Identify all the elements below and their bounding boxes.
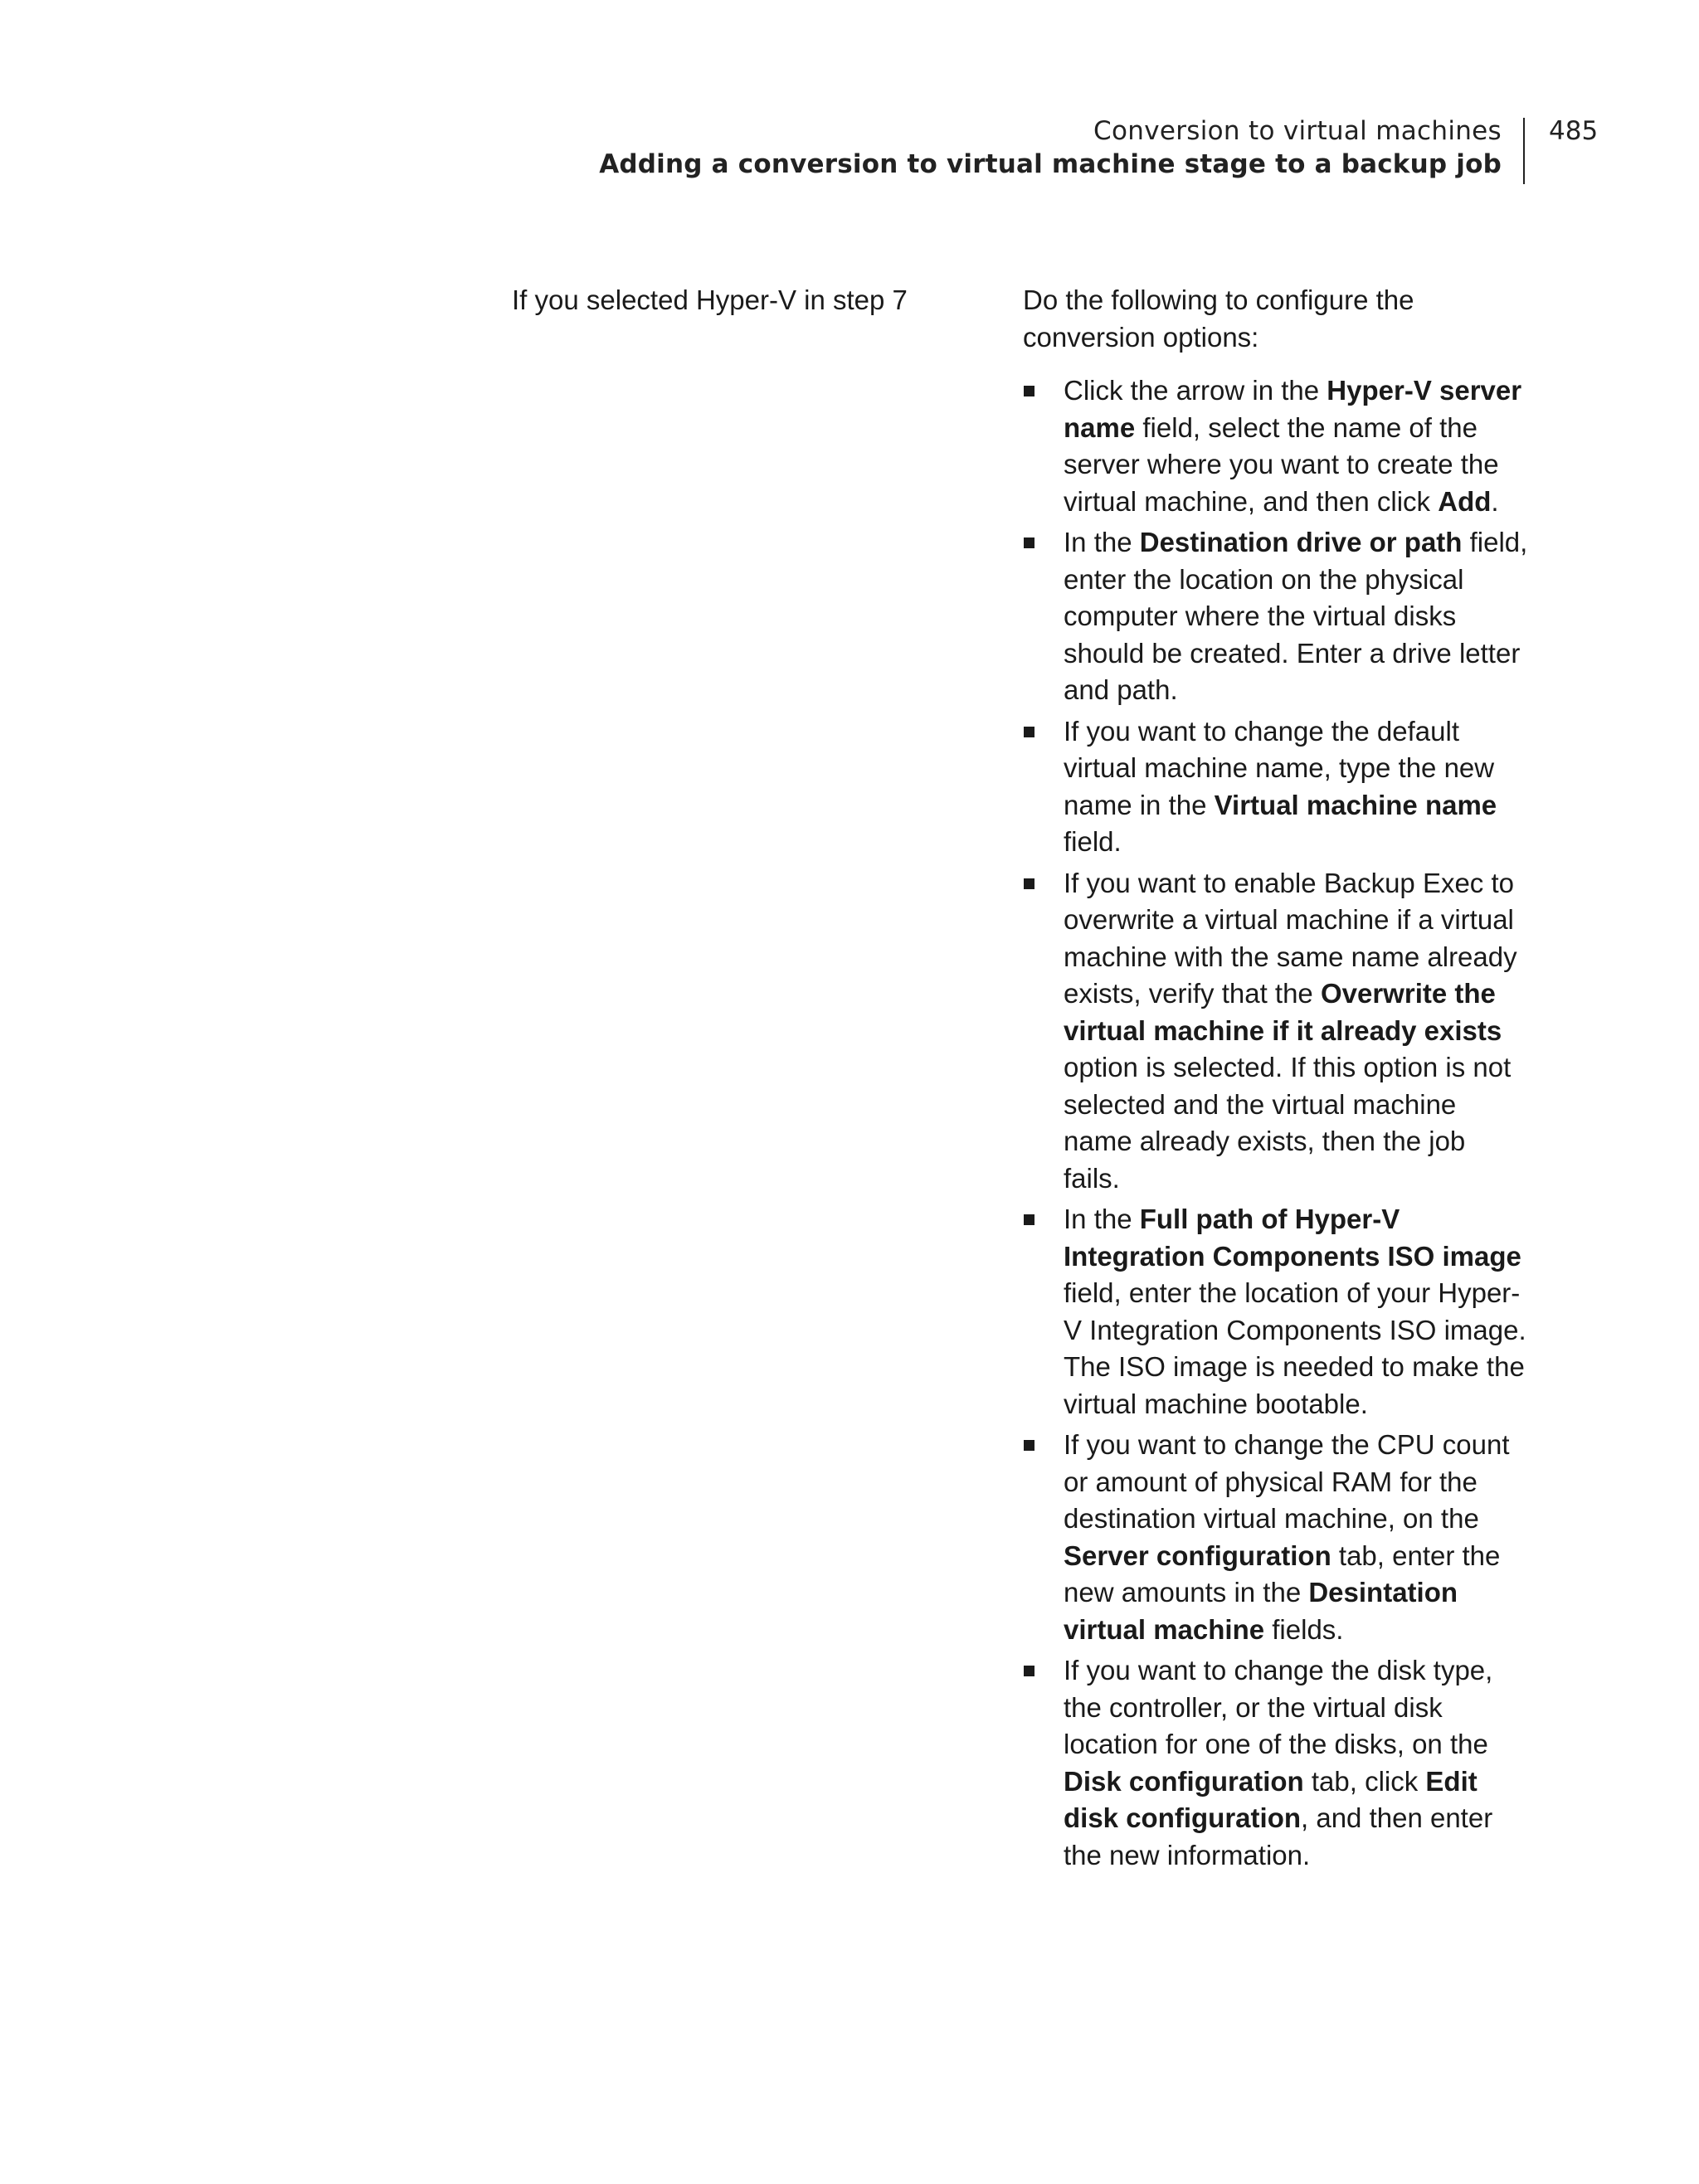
list-item-text: tab, enter the new amounts in the [1064, 1540, 1501, 1608]
square-bullet-icon [1024, 727, 1034, 737]
ui-term: Destination drive or path [1139, 527, 1463, 557]
list-item [1023, 865, 1529, 1198]
list-item-text: option is selected. If this option is not selected and the virtual machine name already exists, then the job fails. [1064, 1052, 1512, 1194]
header-divider [1523, 118, 1525, 184]
ui-term: Desintation virtual machine [1064, 1577, 1458, 1645]
chapter-title: Conversion to virtual machines [1093, 116, 1502, 146]
ui-term: Overwrite the virtual machine if it already exists [1064, 978, 1502, 1046]
list-item-text: In the [1064, 1204, 1140, 1234]
list-item-text: field, enter the location on the physical computer where the virtual disks should be created. Enter a drive letter and path. [1064, 527, 1528, 705]
list-item [1023, 713, 1529, 861]
list-item [1023, 524, 1529, 709]
list-item [1023, 1201, 1529, 1423]
list-item-text: fields. [1264, 1613, 1344, 1645]
ui-term: Server configuration [1064, 1540, 1331, 1571]
list-item-text: field, select the name of the server where you want to create the virtual machine, and then click [1064, 411, 1499, 517]
list-item-text: field, enter the location of your Hyper-V Integration Components ISO image. The ISO image is needed to make the virtual machine bootable. [1064, 1277, 1526, 1419]
list-item-text: . [1491, 485, 1499, 517]
list-item [1023, 1652, 1529, 1874]
list-item-text: If you want to change the CPU count or amount of physical RAM for the destination virtual machine, on the [1064, 1429, 1510, 1534]
header-titles [599, 114, 1502, 181]
ui-term: Hyper-V server name [1064, 375, 1522, 443]
ui-term: Add [1438, 485, 1492, 517]
square-bullet-icon [1024, 1440, 1034, 1451]
running-header [529, 114, 1525, 189]
instructions-list [1023, 372, 1529, 1874]
table-row-label: If you selected Hyper-V in step 7 [512, 285, 908, 315]
square-bullet-icon [1024, 386, 1034, 396]
list-item-text: If you want to change the disk type, the controller, or the virtual disk location for one of the disks, on the [1064, 1655, 1493, 1759]
ui-term: Disk configuration [1064, 1765, 1304, 1797]
list-item-text: If you want to change the default virtual machine name, type the new name in the [1064, 715, 1495, 820]
list-item [1023, 1427, 1529, 1648]
ui-term: Full path of Hyper-V Integration Components ISO image [1064, 1204, 1521, 1272]
list-item-text: Click the arrow in the [1064, 375, 1327, 406]
square-bullet-icon [1024, 878, 1034, 889]
list-item-text: In the [1064, 527, 1140, 557]
list-item-text: tab, click [1303, 1765, 1426, 1797]
list-item-text: , and then enter the new information. [1064, 1802, 1493, 1870]
square-bullet-icon [1024, 1214, 1034, 1225]
list-item-text: If you want to enable Backup Exec to overwrite a virtual machine if a virtual machine with the same name already exists, verify that the [1064, 867, 1517, 1009]
page-number: 485 [1549, 116, 1599, 146]
square-bullet-icon [1024, 537, 1034, 548]
table-row-body [1023, 282, 1529, 1878]
instructions-intro: Do the following to configure the conversion options: [1023, 285, 1414, 353]
ui-term: Edit disk configuration [1064, 1765, 1477, 1833]
list-item [1023, 372, 1529, 520]
section-title: Adding a conversion to virtual machine stage to a backup job [599, 149, 1502, 179]
list-item-text: field. [1064, 826, 1122, 857]
ui-term: Virtual machine name [1214, 789, 1497, 820]
square-bullet-icon [1024, 1666, 1034, 1676]
